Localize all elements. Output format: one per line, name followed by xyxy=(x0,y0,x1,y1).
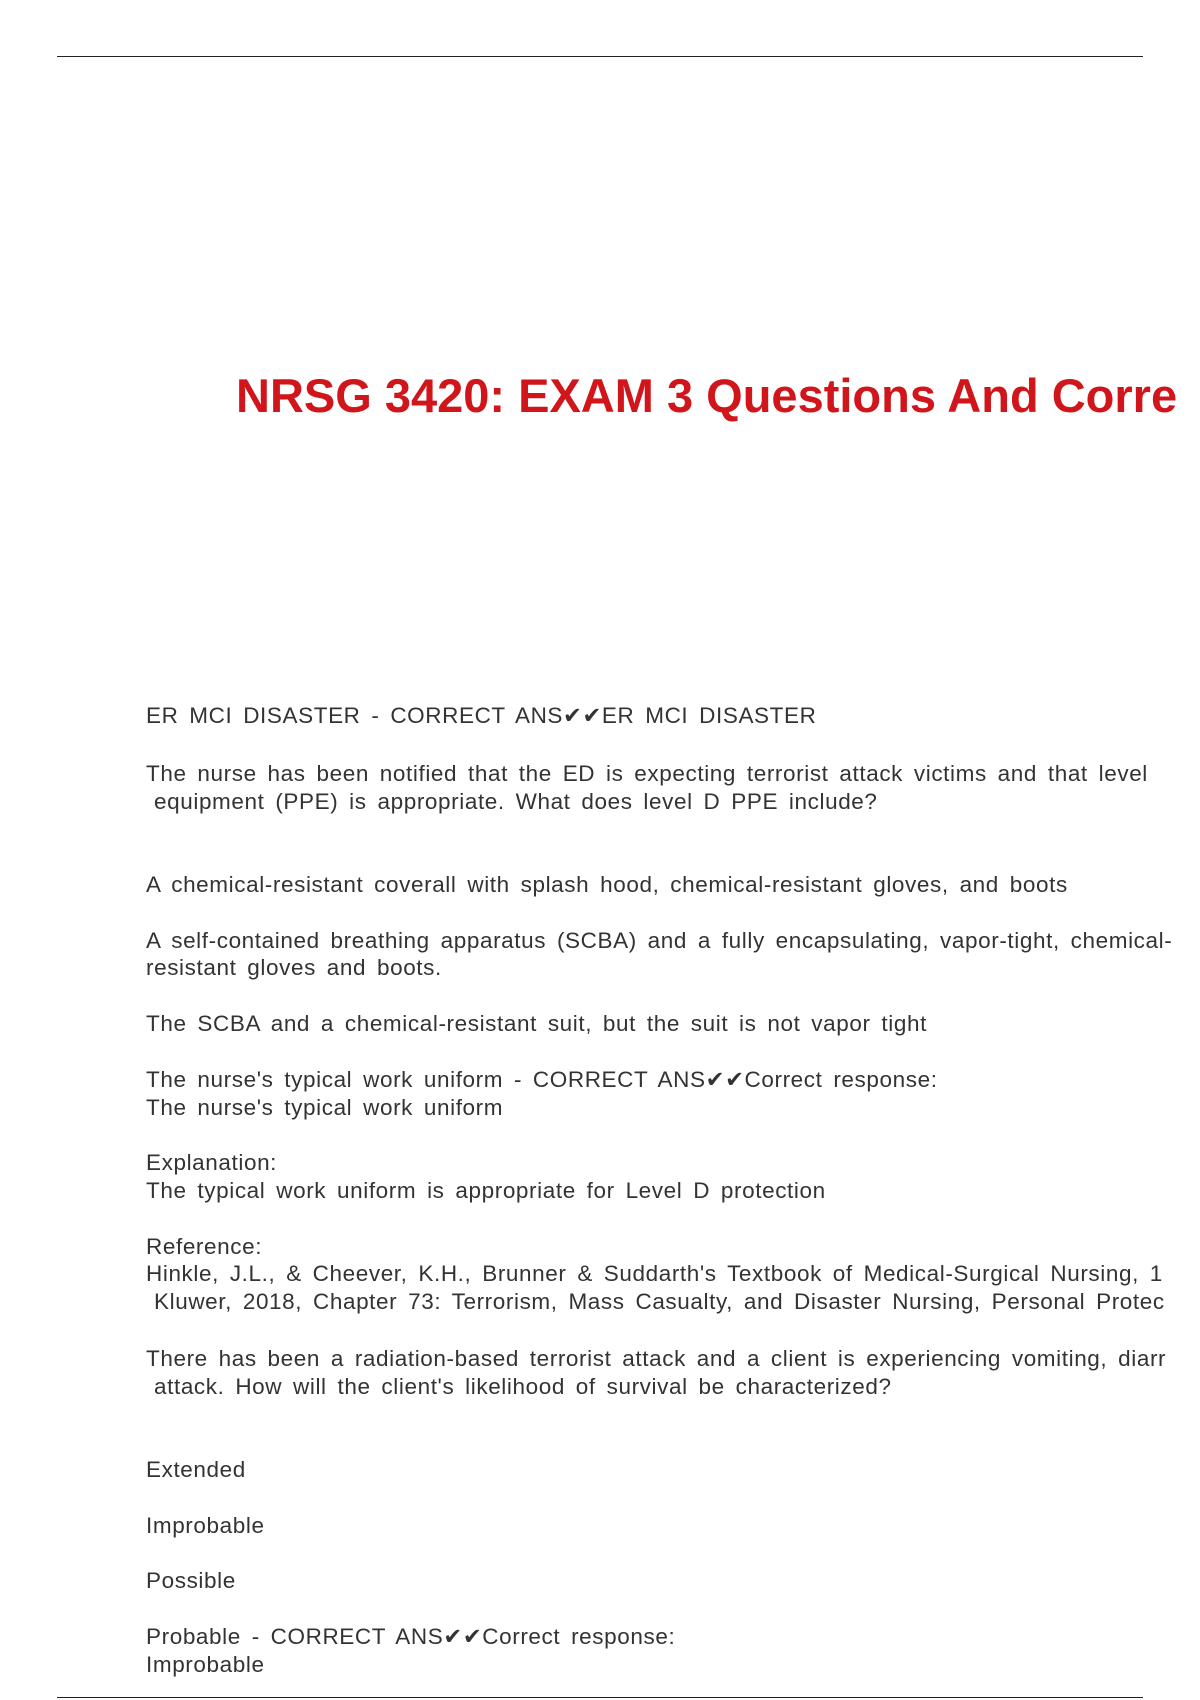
reference-label: Reference: xyxy=(146,1234,263,1259)
option-2a: Extended xyxy=(146,1457,246,1482)
explanation-label: Explanation: xyxy=(146,1150,278,1175)
option-1d-answer: The nurse's typical work uniform - CORRECT ANS✔✔Correct response: xyxy=(146,1067,938,1092)
explanation-text: The typical work uniform is appropriate for Level D protection xyxy=(146,1178,826,1203)
question-1-line-2: equipment (PPE) is appropriate. What does level D PPE include? xyxy=(154,789,878,814)
correct-response-2: Improbable xyxy=(146,1652,265,1677)
bottom-rule xyxy=(57,1697,1143,1698)
page-title: NRSG 3420: EXAM 3 Questions And Corre xyxy=(236,369,1178,422)
reference-text-line-1: Hinkle, J.L., & Cheever, K.H., Brunner & Suddarth's Textbook of Medical-Surgical Nursing, 1 xyxy=(146,1261,1163,1286)
option-1c: The SCBA and a chemical-resistant suit, but the suit is not vapor tight xyxy=(146,1011,927,1036)
option-1b-line-2: resistant gloves and boots. xyxy=(146,955,442,980)
option-1b-line-1: A self-contained breathing apparatus (SCBA) and a fully encapsulating, vapor-tight, chemical- xyxy=(146,928,1173,953)
reference-text-line-2: Kluwer, 2018, Chapter 73: Terrorism, Mass Casualty, and Disaster Nursing, Personal Protec xyxy=(154,1289,1165,1314)
option-1a: A chemical-resistant coverall with splash hood, chemical-resistant gloves, and boots xyxy=(146,872,1068,897)
option-2b: Improbable xyxy=(146,1513,265,1538)
option-2d-answer: Probable - CORRECT ANS✔✔Correct response: xyxy=(146,1624,676,1649)
question-2-line-1: There has been a radiation-based terrorist attack and a client is experiencing vomiting, diarr xyxy=(146,1346,1167,1371)
option-2c: Possible xyxy=(146,1568,236,1593)
question-1-line-1: The nurse has been notified that the ED is expecting terrorist attack victims and that level xyxy=(146,761,1148,786)
question-2-line-2: attack. How will the client's likelihood of survival be characterized? xyxy=(154,1374,892,1399)
correct-response-1: The nurse's typical work uniform xyxy=(146,1095,504,1120)
section-heading: ER MCI DISASTER - CORRECT ANS✔✔ER MCI DISASTER xyxy=(146,703,817,728)
document-body xyxy=(146,0,1200,1700)
